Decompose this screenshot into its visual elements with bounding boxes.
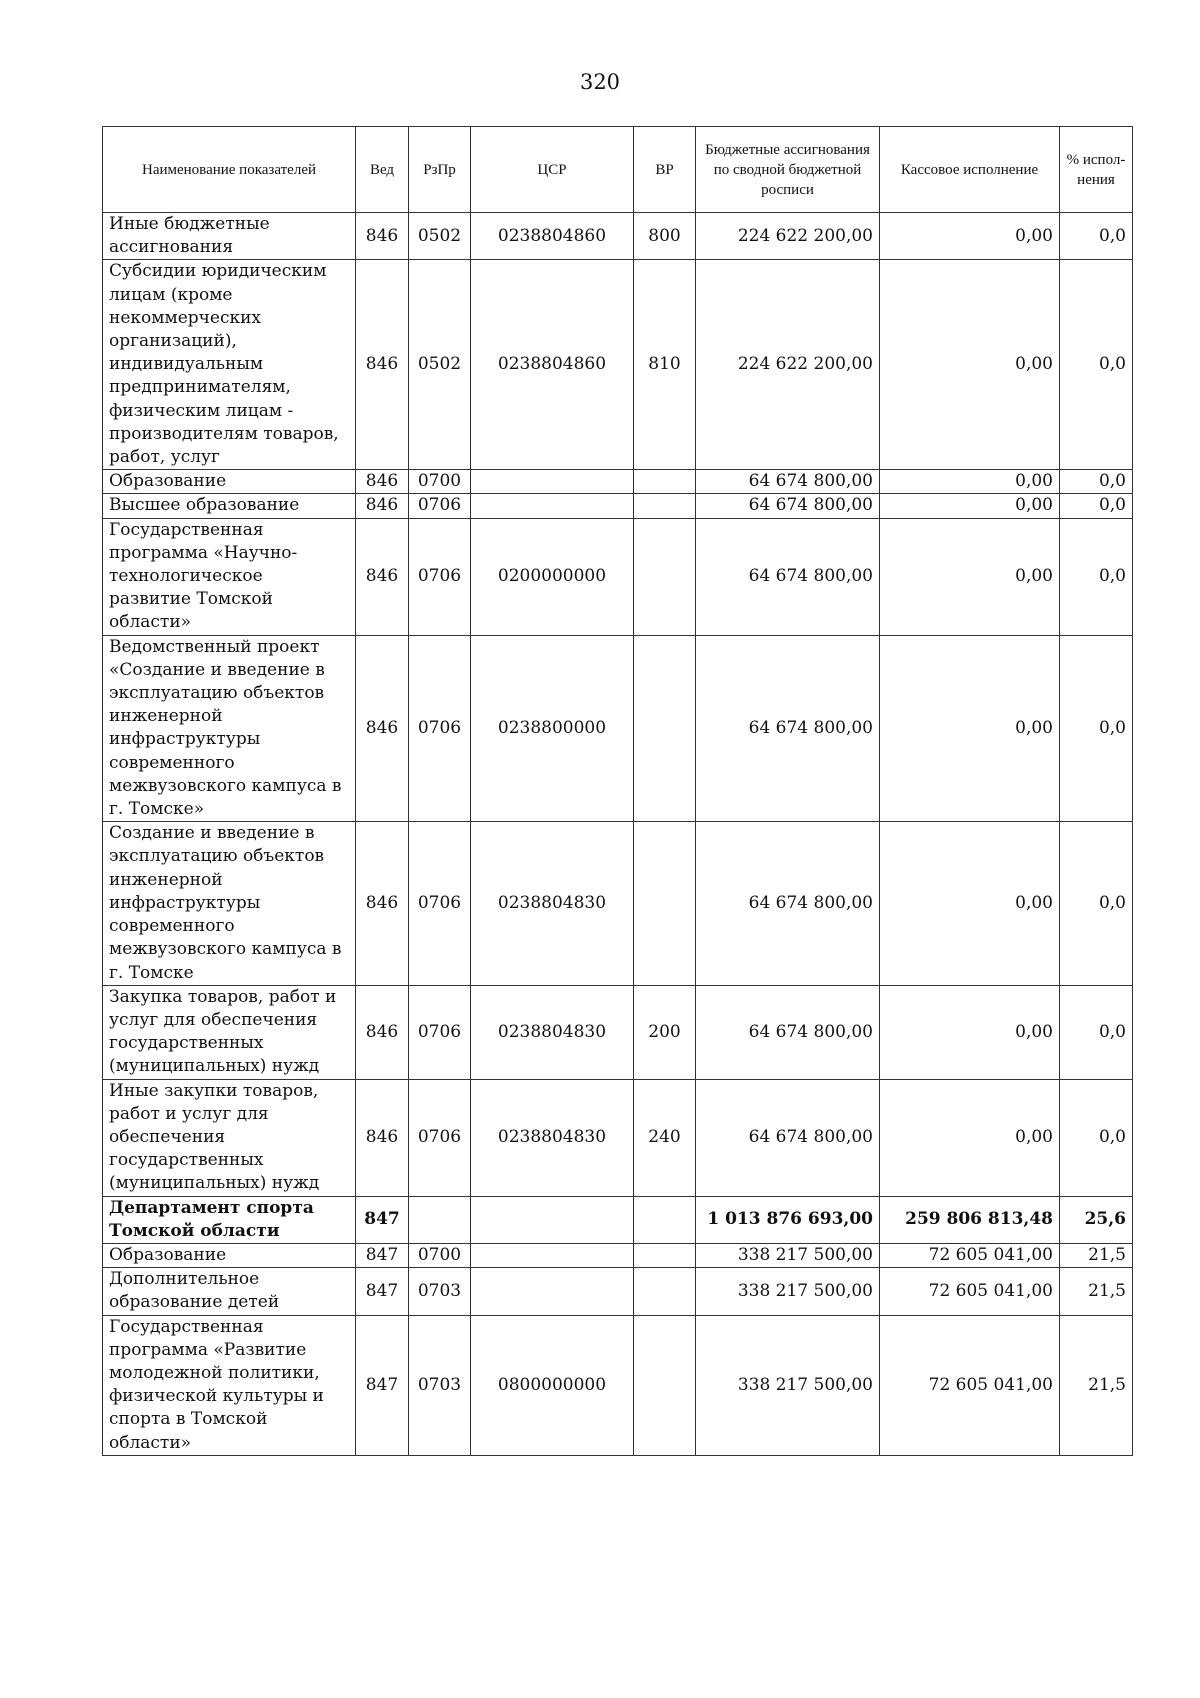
cell-rzpr: 0706 bbox=[409, 635, 471, 822]
cell-ved: 847 bbox=[356, 1196, 409, 1243]
cell-budget: 64 674 800,00 bbox=[696, 470, 880, 494]
cell-ved: 847 bbox=[356, 1243, 409, 1267]
cell-name: Дополнительное образование детей bbox=[103, 1268, 356, 1315]
cell-cash: 0,00 bbox=[880, 213, 1060, 260]
cell-rzpr: 0502 bbox=[409, 213, 471, 260]
cell-ved: 846 bbox=[356, 822, 409, 985]
cell-cash: 0,00 bbox=[880, 822, 1060, 985]
cell-cash: 0,00 bbox=[880, 470, 1060, 494]
header-ved: Вед bbox=[356, 127, 409, 213]
cell-vr bbox=[634, 470, 696, 494]
cell-name: Создание и введение в эксплуатацию объектов инженерной инфраструктуры современного межвузовского кампуса в г. Томске bbox=[103, 822, 356, 985]
cell-budget: 64 674 800,00 bbox=[696, 822, 880, 985]
cell-vr bbox=[634, 518, 696, 635]
cell-pct: 0,0 bbox=[1060, 518, 1133, 635]
table-row bbox=[103, 1243, 1133, 1267]
table-row bbox=[103, 1268, 1133, 1315]
cell-name: Государственная программа «Научно-технологическое развитие Томской области» bbox=[103, 518, 356, 635]
cell-name: Образование bbox=[103, 1243, 356, 1267]
cell-vr bbox=[634, 1268, 696, 1315]
cell-ved: 846 bbox=[356, 518, 409, 635]
cell-csr bbox=[471, 1243, 634, 1267]
cell-name: Высшее образование bbox=[103, 494, 356, 518]
cell-rzpr: 0703 bbox=[409, 1315, 471, 1455]
cell-csr: 0238800000 bbox=[471, 635, 634, 822]
cell-pct: 0,0 bbox=[1060, 985, 1133, 1079]
header-cash: Кассовое исполнение bbox=[880, 127, 1060, 213]
cell-csr: 0238804830 bbox=[471, 822, 634, 985]
cell-budget: 338 217 500,00 bbox=[696, 1315, 880, 1455]
cell-budget: 64 674 800,00 bbox=[696, 494, 880, 518]
cell-rzpr: 0700 bbox=[409, 1243, 471, 1267]
cell-csr: 0200000000 bbox=[471, 518, 634, 635]
cell-name: Закупка товаров, работ и услуг для обеспечения государственных (муниципальных) нужд bbox=[103, 985, 356, 1079]
table-row bbox=[103, 494, 1133, 518]
cell-rzpr: 0706 bbox=[409, 985, 471, 1079]
cell-rzpr: 0706 bbox=[409, 1079, 471, 1196]
cell-budget: 64 674 800,00 bbox=[696, 1079, 880, 1196]
cell-cash: 0,00 bbox=[880, 494, 1060, 518]
table-row bbox=[103, 1315, 1133, 1455]
cell-rzpr: 0706 bbox=[409, 494, 471, 518]
cell-pct: 0,0 bbox=[1060, 470, 1133, 494]
cell-cash: 72 605 041,00 bbox=[880, 1315, 1060, 1455]
cell-budget: 64 674 800,00 bbox=[696, 518, 880, 635]
cell-csr: 0238804860 bbox=[471, 260, 634, 470]
cell-csr: 0800000000 bbox=[471, 1315, 634, 1455]
cell-budget: 224 622 200,00 bbox=[696, 213, 880, 260]
cell-budget: 338 217 500,00 bbox=[696, 1243, 880, 1267]
cell-vr: 800 bbox=[634, 213, 696, 260]
cell-vr: 810 bbox=[634, 260, 696, 470]
cell-name: Иные закупки товаров, работ и услуг для обеспечения государственных (муниципальных) нужд bbox=[103, 1079, 356, 1196]
cell-name: Государственная программа «Развитие молодежной политики, физической культуры и спорта в Томской области» bbox=[103, 1315, 356, 1455]
cell-cash: 0,00 bbox=[880, 1079, 1060, 1196]
cell-budget: 1 013 876 693,00 bbox=[696, 1196, 880, 1243]
cell-name: Образование bbox=[103, 470, 356, 494]
cell-csr bbox=[471, 470, 634, 494]
cell-cash: 0,00 bbox=[880, 260, 1060, 470]
cell-cash: 72 605 041,00 bbox=[880, 1243, 1060, 1267]
cell-csr bbox=[471, 1196, 634, 1243]
table-row bbox=[103, 518, 1133, 635]
table-row bbox=[103, 260, 1133, 470]
table-row bbox=[103, 985, 1133, 1079]
table-row bbox=[103, 213, 1133, 260]
cell-ved: 846 bbox=[356, 260, 409, 470]
header-vr: ВР bbox=[634, 127, 696, 213]
cell-name: Ведомственный проект «Создание и введение в эксплуатацию объектов инженерной инфраструктуры современного межвузовского кампуса в г. Томске» bbox=[103, 635, 356, 822]
cell-pct: 21,5 bbox=[1060, 1268, 1133, 1315]
cell-csr bbox=[471, 1268, 634, 1315]
cell-vr bbox=[634, 1315, 696, 1455]
cell-rzpr: 0502 bbox=[409, 260, 471, 470]
table-header-row bbox=[103, 127, 1133, 213]
cell-ved: 846 bbox=[356, 494, 409, 518]
cell-pct: 0,0 bbox=[1060, 260, 1133, 470]
cell-csr: 0238804830 bbox=[471, 985, 634, 1079]
table-row bbox=[103, 1079, 1133, 1196]
cell-pct: 0,0 bbox=[1060, 213, 1133, 260]
cell-csr bbox=[471, 494, 634, 518]
table-row bbox=[103, 470, 1133, 494]
cell-ved: 847 bbox=[356, 1268, 409, 1315]
cell-ved: 846 bbox=[356, 213, 409, 260]
cell-budget: 64 674 800,00 bbox=[696, 635, 880, 822]
cell-pct: 25,6 bbox=[1060, 1196, 1133, 1243]
cell-pct: 0,0 bbox=[1060, 822, 1133, 985]
cell-rzpr bbox=[409, 1196, 471, 1243]
cell-pct: 21,5 bbox=[1060, 1315, 1133, 1455]
table-row bbox=[103, 635, 1133, 822]
page-number: 320 bbox=[579, 70, 621, 94]
header-pct: % испол-нения bbox=[1060, 127, 1133, 213]
cell-csr: 0238804860 bbox=[471, 213, 634, 260]
cell-ved: 846 bbox=[356, 985, 409, 1079]
table-body bbox=[103, 213, 1133, 1456]
cell-cash: 0,00 bbox=[880, 518, 1060, 635]
header-csr: ЦСР bbox=[471, 127, 634, 213]
cell-vr bbox=[634, 635, 696, 822]
cell-cash: 0,00 bbox=[880, 985, 1060, 1079]
cell-vr bbox=[634, 1243, 696, 1267]
cell-vr: 240 bbox=[634, 1079, 696, 1196]
header-rzpr: РзПр bbox=[409, 127, 471, 213]
cell-rzpr: 0706 bbox=[409, 518, 471, 635]
cell-budget: 224 622 200,00 bbox=[696, 260, 880, 470]
cell-pct: 0,0 bbox=[1060, 1079, 1133, 1196]
cell-rzpr: 0700 bbox=[409, 470, 471, 494]
cell-vr bbox=[634, 494, 696, 518]
cell-pct: 0,0 bbox=[1060, 635, 1133, 822]
cell-budget: 338 217 500,00 bbox=[696, 1268, 880, 1315]
cell-vr: 200 bbox=[634, 985, 696, 1079]
table-row bbox=[103, 1196, 1133, 1243]
header-budget: Бюджетные ассигнования по сводной бюджетной росписи bbox=[696, 127, 880, 213]
cell-cash: 259 806 813,48 bbox=[880, 1196, 1060, 1243]
cell-rzpr: 0706 bbox=[409, 822, 471, 985]
cell-csr: 0238804830 bbox=[471, 1079, 634, 1196]
cell-budget: 64 674 800,00 bbox=[696, 985, 880, 1079]
cell-name: Департамент спорта Томской области bbox=[103, 1196, 356, 1243]
table-row bbox=[103, 822, 1133, 985]
cell-vr bbox=[634, 1196, 696, 1243]
cell-name: Субсидии юридическим лицам (кроме некоммерческих организаций), индивидуальным предпринимателям, физическим лицам - производителям товаров, работ, услуг bbox=[103, 260, 356, 470]
cell-cash: 72 605 041,00 bbox=[880, 1268, 1060, 1315]
cell-vr bbox=[634, 822, 696, 985]
cell-pct: 0,0 bbox=[1060, 494, 1133, 518]
header-name: Наименование показателей bbox=[103, 127, 356, 213]
cell-ved: 846 bbox=[356, 635, 409, 822]
cell-ved: 846 bbox=[356, 470, 409, 494]
cell-cash: 0,00 bbox=[880, 635, 1060, 822]
cell-ved: 847 bbox=[356, 1315, 409, 1455]
cell-rzpr: 0703 bbox=[409, 1268, 471, 1315]
budget-execution-table bbox=[102, 126, 1133, 1456]
cell-ved: 846 bbox=[356, 1079, 409, 1196]
cell-name: Иные бюджетные ассигнования bbox=[103, 213, 356, 260]
cell-pct: 21,5 bbox=[1060, 1243, 1133, 1267]
